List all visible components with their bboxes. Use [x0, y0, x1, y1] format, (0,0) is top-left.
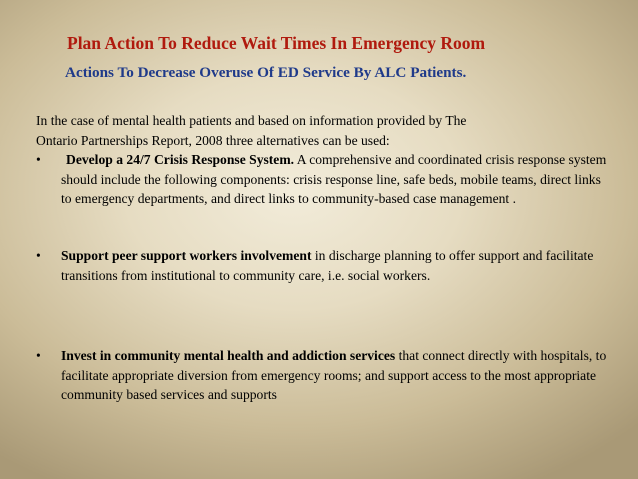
intro-paragraph [36, 111, 611, 150]
bullet-item-crisis-response [36, 150, 611, 209]
bullet-marker: • [36, 348, 41, 363]
bullet-lead: Develop a 24/7 Crisis Response System. [66, 152, 295, 167]
slide-title: Plan Action To Reduce Wait Times In Emergency Room [67, 33, 486, 53]
bullet-text: that connect directly with hospitals, to facilitate appropriate diversion from emergency rooms; and support access to the most appropriate community based services and supports [61, 348, 607, 402]
bullet-text: A comprehensive and coordinated crisis response system should include the following components: crisis response line, safe beds, mobile teams, direct links to emergency departments, and direct links to community-based case management . [61, 152, 607, 206]
bullet-content [36, 150, 611, 209]
bullet-lead: Support peer support workers involvement [61, 248, 312, 263]
intro-line-1: In the case of mental health patients and based on information provided by The [36, 113, 467, 128]
bullet-marker: • [36, 248, 41, 263]
bullet-text: in discharge planning to offer support and facilitate transitions from institutional to community care, i.e. social workers. [61, 248, 594, 283]
intro-line-2: Ontario Partnerships Report, 2008 three alternatives can be used: [36, 132, 390, 148]
bullet-lead: Invest in community mental health and addiction services [61, 348, 396, 363]
bullet-item-peer-support [36, 246, 611, 285]
bullet-content [61, 246, 611, 285]
bullet-content [61, 346, 611, 405]
slide-subtitle: Actions To Decrease Overuse Of ED Service By ALC Patients. [65, 64, 467, 81]
bullet-marker: • [36, 152, 41, 167]
bullet-item-community-services [36, 346, 611, 405]
